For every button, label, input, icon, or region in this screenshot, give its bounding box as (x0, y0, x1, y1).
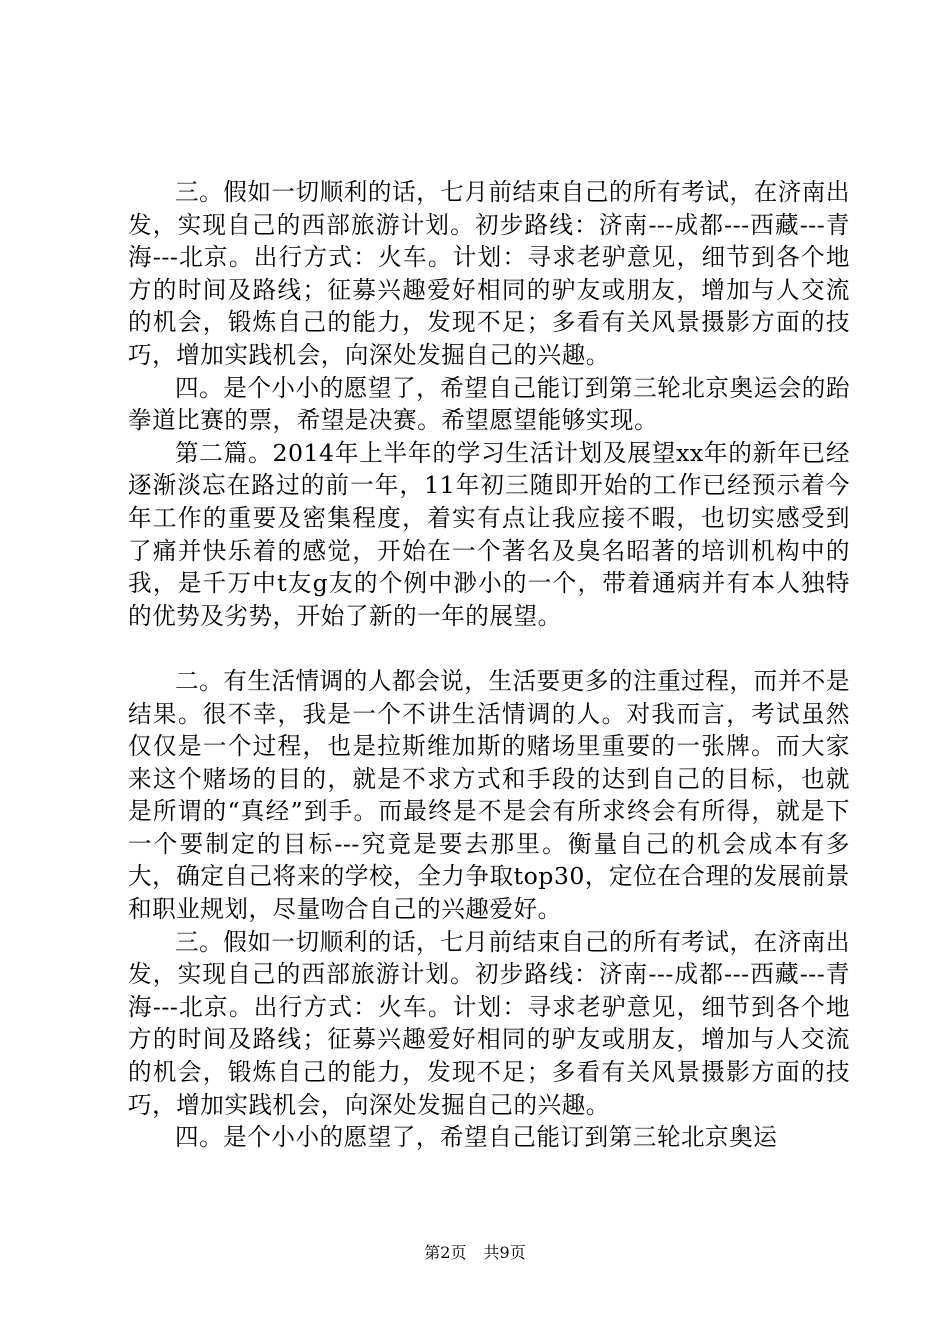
page-number: 第2页 (424, 1243, 467, 1262)
paragraph: 三。假如一切顺利的话，七月前结束自己的所有考试，在济南出发，实现自己的西部旅游计划。初步路线：济南---成都---西藏---青海---北京。出行方式：火车。计划：寻求老驴意见，细节到各个地方的时间及路线；征募兴趣爱好相同的驴友或朋友，增加与人交流的机会，锻炼自己的能力，发现不足；多看有关风景摄影方面的技巧，增加实践机会，向深处发掘自己的兴趣。 (128, 927, 850, 1119)
paragraph: 三。假如一切顺利的话，七月前结束自己的所有考试，在济南出发，实现自己的西部旅游计划。初步路线：济南---成都---西藏---青海---北京。出行方式：火车。计划：寻求老驴意见，细节到各个地方的时间及路线；征募兴趣爱好相同的驴友或朋友，增加与人交流的机会，锻炼自己的能力，发现不足；多看有关风景摄影方面的技巧，增加实践机会，向深处发掘自己的兴趣。 (128, 178, 850, 369)
paragraph: 第二篇。2014年上半年的学习生活计划及展望xx年的新年已经逐渐淡忘在路过的前一年，11年初三随即开始的工作已经预示着今年工作的重要及密集程度，着实有点让我应接不暇，也切实感受到了痛并快乐着的感觉，开始在一个著名及臭名昭著的培训机构中的我，是千万中t友g友的个例中渺小的一个，带着通病并有本人独特的优势及劣势，开始了新的一年的展望。 (128, 438, 850, 630)
paragraph: 二。有生活情调的人都会说，生活要更多的注重过程，而并不是结果。很不幸，我是一个不讲生活情调的人。对我而言，考试虽然仅仅是一个过程，也是拉斯维加斯的赌场里重要的一张牌。而大家来这个赌场的目的，就是不求方式和手段的达到自己的目标，也就是所谓的“真经”到手。而最终是不是会有所求终会有所得，就是下一个要制定的目标---究竟是要去那里。衡量自己的机会成本有多大，确定自己将来的学校，全力争取top30，定位在合理的发展前景和职业规划，尽量吻合自己的兴趣爱好。 (128, 666, 850, 924)
paragraph: 四。是个小小的愿望了，希望自己能订到第三轮北京奥运会的跆拳道比赛的票，希望是决赛。希望愿望能够实现。 (128, 373, 850, 435)
page-footer (0, 1240, 950, 1263)
document-body (128, 176, 850, 1154)
page-total: 共9页 (483, 1243, 526, 1262)
paragraph: 四。是个小小的愿望了，希望自己能订到第三轮北京奥运 (175, 1123, 778, 1152)
